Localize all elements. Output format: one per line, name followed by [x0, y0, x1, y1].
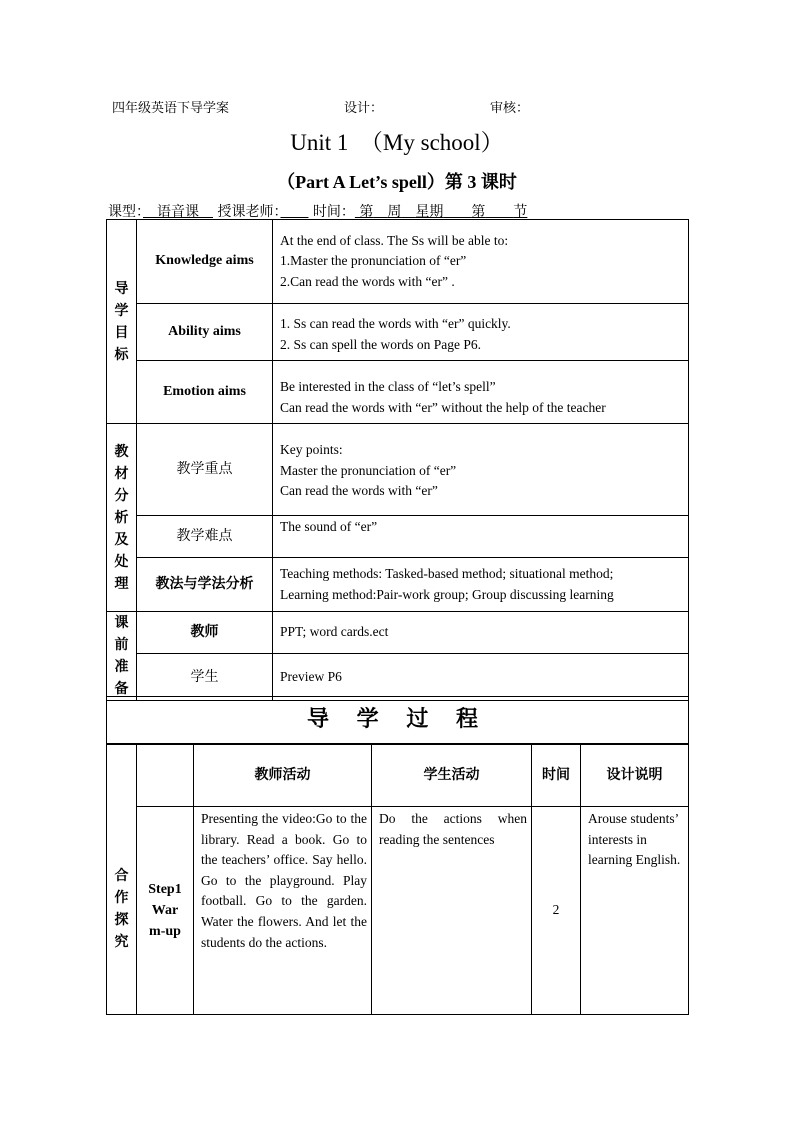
teacher-value — [280, 204, 308, 220]
prep-section-label: 课 前 准 备 — [107, 612, 137, 701]
knowledge-aims-content: At the end of class. The Ss will be able to: 1.Master the pronunciation of “er” 2.Can read the words with “er” . — [273, 220, 689, 304]
prep-student-value: Preview P6 — [273, 653, 689, 700]
emotion-aims-content: Be interested in the class of “let’s spell” Can read the words with “er” without the help of the teacher — [273, 361, 689, 424]
process-table — [106, 743, 689, 1015]
key-points-label: 教学重点 — [137, 424, 273, 516]
type-value: 语音课 — [143, 204, 213, 220]
page-title: Unit 1 （My school） — [290, 130, 504, 155]
step1-teacher-activity: Presenting the video:Go to the library. Read a book. Go to the teachers’ office. Say hello. Go to the playground. Play football. Go to the garden. Water the flowers. And let the students do the actions. — [194, 807, 372, 1015]
week-prefix: 第 — [354, 204, 374, 220]
step-header-blank — [137, 744, 194, 807]
design-label: 设计： — [344, 101, 384, 116]
course-name: 四年级英语下导学案 — [112, 101, 230, 116]
time-header: 时间 — [532, 744, 581, 807]
ability-aims-content: 1. Ss can read the words with “er” quickly. 2. Ss can spell the words on Page P6. — [273, 304, 689, 361]
teacher-activity-header: 教师活动 — [194, 744, 372, 807]
page-subtitle: （Part A Let’s spell）第 3 课时 — [277, 172, 517, 192]
step1-design: Arouse students’ interests in learning English. — [581, 807, 689, 1015]
knowledge-aims-label: Knowledge aims — [137, 220, 273, 304]
step1-student-activity: Do the actions when reading the sentences — [372, 807, 532, 1015]
material-section-label: 教 材 分 析 及 处 理 — [107, 424, 137, 612]
prep-table — [106, 611, 689, 701]
emotion-aims-label: Emotion aims — [137, 361, 273, 424]
step1-time: 2 — [532, 807, 581, 1015]
period-prefix: 第 — [471, 204, 486, 220]
aims-section-label: 导 学 目 标 — [107, 220, 137, 424]
design-header: 设计说明 — [581, 744, 689, 807]
process-title: 导 学 过 程 — [107, 697, 689, 745]
prep-teacher-value: PPT; word cards.ect — [273, 612, 689, 654]
student-activity-header: 学生活动 — [372, 744, 532, 807]
review-label: 审核： — [490, 101, 530, 116]
time-label: 时间： — [308, 204, 355, 220]
key-points-content: Key points: Master the pronunciation of “er” Can read the words with “er” — [273, 424, 689, 516]
process-section-label: 合 作 探 究 — [107, 744, 137, 1015]
type-label: 课型： — [108, 204, 143, 220]
week-suffix: 周 — [387, 204, 402, 220]
methods-content: Teaching methods: Tasked-based method; situational method; Learning method:Pair-work group; Group discussing learning — [273, 558, 689, 612]
aims-table — [106, 219, 689, 424]
ability-aims-label: Ability aims — [137, 304, 273, 361]
day-label: 星期 — [415, 204, 444, 220]
material-table — [106, 423, 689, 612]
process-title-table — [106, 696, 689, 745]
period-suffix: 节 — [513, 204, 528, 220]
prep-teacher-label: 教师 — [137, 612, 273, 654]
step1-name: Step1 War m-up — [137, 807, 194, 1015]
teacher-label: 授课老师： — [213, 204, 281, 220]
difficulty-content: The sound of “er” — [273, 516, 689, 558]
difficulty-label: 教学难点 — [137, 516, 273, 558]
methods-label: 教法与学法分析 — [137, 558, 273, 612]
prep-student-label: 学生 — [137, 653, 273, 700]
lesson-meta — [108, 201, 527, 221]
